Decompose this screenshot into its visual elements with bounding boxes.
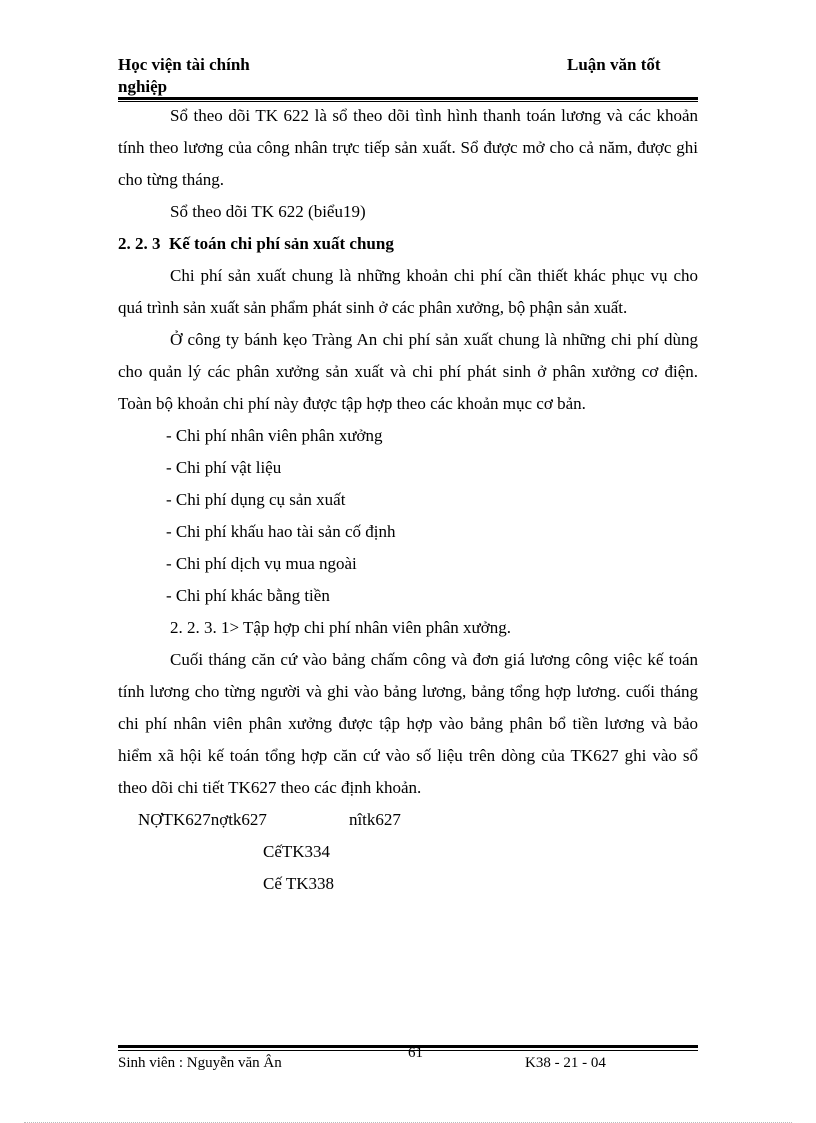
ledger-reference: Sổ theo dõi TK 622 (biểu19) <box>170 202 366 221</box>
journal-entry-credit-334: CếTK334 <box>263 842 331 861</box>
section-heading <box>118 228 698 260</box>
list-item: - Chi phí vật liệu <box>166 458 282 477</box>
document-body <box>118 100 698 900</box>
subsection-heading: 2. 2. 3. 1> Tập hợp chi phí nhân viên phân xưởng. <box>170 618 512 637</box>
footer-class-code: K38 - 21 - 04 <box>525 1055 606 1071</box>
footer-page-number: 61 <box>408 1045 423 1061</box>
paragraph-company-overhead: Ở công ty bánh kẹo Tràng An chi phí sản xuất chung là những chi phí dùng cho quản lý các phân xưởng sản xuất và chi phí phát sinh ở phân xưởng cơ điện. Toàn bộ khoản chi phí này được tập hợp theo các khoản mục cơ bản. <box>118 330 698 413</box>
list-item: - Chi phí khác bằng tiền <box>166 586 330 605</box>
header-institution-line1: Học viện tài chính <box>118 55 250 74</box>
journal-entry-credit-338: Cế TK338 <box>263 874 334 893</box>
cost-item-list <box>118 420 698 612</box>
list-item: - Chi phí khấu hao tài sản cố định <box>166 522 396 541</box>
footer-student: Sinh viên : Nguyễn văn Ân <box>118 1055 282 1071</box>
header-institution-line2: nghiệp <box>118 77 168 96</box>
journal-entry-debit-b: nîtk627 <box>348 810 401 829</box>
list-item: - Chi phí nhân viên phân xưởng <box>166 426 383 445</box>
paragraph-overhead-definition: Chi phí sản xuất chung là những khoản chi phí cần thiết khác phục vụ cho quá trình sản xuất sản phẩm phát sinh ở các phân xưởng, bộ phận sản xuất. <box>118 266 698 317</box>
header-institution <box>118 54 250 98</box>
paragraph-payroll-procedure: Cuối tháng căn cứ vào bảng chấm công và đơn giá lương công việc kế toán tính lương cho từng người và ghi vào bảng lương, bảng tổng hợp lương. cuối tháng chi phí nhân viên phân xưởng được tập hợp vào bảng phân bổ tiền lương và bảo hiểm xã hội kế toán tổng hợp căn cứ vào số liệu trên dòng của TK627 ghi vào sổ theo dõi chi tiết TK627 theo các định khoản. <box>118 650 698 797</box>
section-title: Kế toán chi phí sản xuất chung <box>169 234 394 253</box>
section-number: 2. 2. 3 <box>118 234 161 253</box>
list-item: - Chi phí dịch vụ mua ngoài <box>166 554 357 573</box>
list-item: - Chi phí dụng cụ sản xuất <box>166 490 346 509</box>
journal-entry-debit-a: NỢTK627nợtk627 <box>138 810 267 829</box>
paragraph-ledger-description: Sổ theo dõi TK 622 là sổ theo dõi tình hình thanh toán lương và các khoản tính theo lương của công nhân trực tiếp sản xuất. Sổ được mở cho cả năm, được ghi cho từng tháng. <box>118 106 698 189</box>
header-document-type: Luận văn tốt <box>567 55 661 74</box>
journal-entry-debit <box>118 804 698 836</box>
